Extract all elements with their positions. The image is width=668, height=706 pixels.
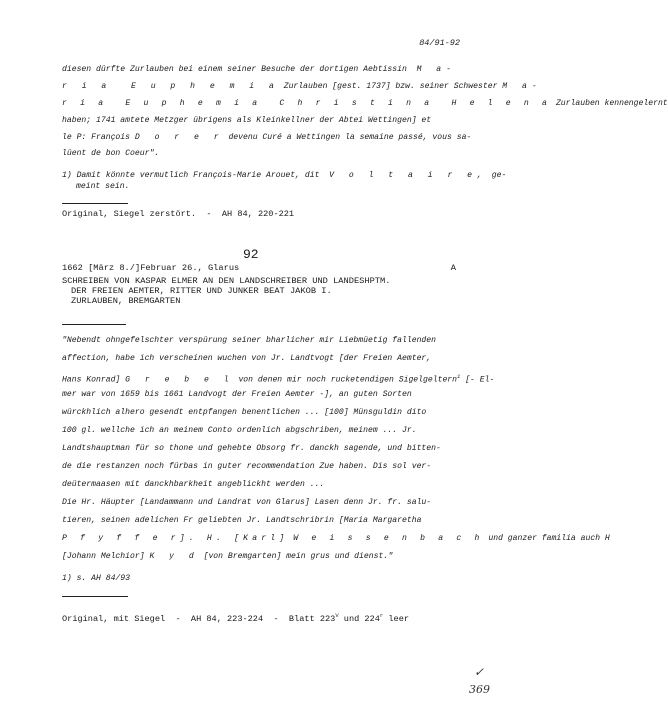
document-title: ZURLAUBEN, BREMGARTEN <box>71 296 181 306</box>
text: 1) Damit könnte vermutlich François-Marie Arouet, dit <box>62 171 320 180</box>
prev-text-line: lüent de bon Coeur". <box>62 149 160 158</box>
spaced-name: P f y f f e r]. H. [Karl] <box>62 534 289 543</box>
prev-text-line: haben; 1741 amtete Metzger übrigens als Kleinkellner der Abtei Wettingen] et <box>62 116 432 125</box>
prev-text-line <box>62 98 668 109</box>
text: Zurlauben kennengelernt <box>555 99 668 108</box>
prev-text-line <box>62 132 471 143</box>
text: devenu Curé a Wettingen la semaine passé, vous sa- <box>228 133 472 142</box>
class-letter: A <box>450 263 456 273</box>
spaced-name: M a- <box>502 82 542 91</box>
superscript: V <box>335 612 339 619</box>
spaced-name: K y d <box>149 552 199 561</box>
original-note: Original, Siegel zerstört. - AH 84, 220-221 <box>62 209 295 219</box>
footnote-marker: 1 <box>457 373 461 380</box>
document-title: DER FREIEN AEMTER, RITTER UND JUNKER BEAT JAKOB I. <box>71 286 332 296</box>
footnote-line: meint sein. <box>76 182 130 191</box>
spaced-name: G r e b e l <box>125 375 234 385</box>
prev-text-line <box>62 81 542 92</box>
text: und ganzer familia auch H <box>488 534 610 543</box>
text: [Johann Melchior] <box>62 552 145 561</box>
body-line: 100 gl. wellche ich an meinem Conto ordenlich abgschriben, meinem ... Jr. <box>62 426 417 435</box>
body-line <box>62 551 393 562</box>
text: Zurlauben [gest. 1737] bzw. seiner Schwester <box>283 82 498 91</box>
body-line <box>62 371 494 386</box>
body-line: deütermaasen mit danckhbarkheit angeblickht werden ... <box>62 480 325 489</box>
text: ge- <box>491 171 507 180</box>
superscript: r <box>379 612 384 619</box>
body-line: würckhlich alhero gesendt entpfangen benentlichen ... [100] Münsguldin dito <box>62 408 427 417</box>
body-line: Die Hr. Häupter [Landammann und Landrat von Glarus] Lasen denn Jr. fr. salu- <box>62 498 432 507</box>
text: diesen dürfte Zurlauben bei einem seiner Besuche der dortigen Aebtissin <box>62 65 407 74</box>
separator-rule <box>62 324 126 325</box>
text: und 224 <box>338 613 380 624</box>
text: le P: François <box>62 133 130 142</box>
text: leer <box>383 613 410 624</box>
footnote-line: 1) s. AH 84/93 <box>62 574 130 583</box>
body-line: tieren, seinen adelichen Fr geliebten Jr. Landtschribrin [Maria Margaretha <box>62 516 422 525</box>
body-line: "Nebendt ohngefelschter verspürung seiner bharlicher mir Liebmüetig fallenden <box>62 336 436 345</box>
body-line <box>62 533 610 544</box>
page-reference: 84/91-92 <box>419 38 460 48</box>
separator-rule <box>62 596 128 597</box>
text: von denen mir noch rucketendigen Sigelgeltern <box>238 375 458 385</box>
separator-rule <box>62 203 128 204</box>
original-note <box>62 610 409 625</box>
spaced-name: r i a E u p h e m i a <box>62 82 279 91</box>
text: [von Bremgarten] mein grus und dienst." <box>203 552 394 561</box>
handwritten-checkmark: ✓ <box>473 665 484 679</box>
spaced-name: M a- <box>416 65 457 74</box>
spaced-name: W e i s s e n b a c h <box>293 534 484 543</box>
text: Hans Konrad] <box>62 375 121 385</box>
handwritten-folio-number: 369 <box>469 683 490 696</box>
body-line: affection, habe ich verscheinen wuchen von Jr. Landtvogt [der Freien Aemter, <box>62 354 432 363</box>
document-number: 92 <box>243 247 259 262</box>
body-line: Landtshauptman für so thone und gehebte Obsorg fr. danckh sagende, und bitten- <box>62 444 441 453</box>
document-header <box>62 263 462 306</box>
body-line: de die restanzen noch fürbas in guter recommendation Zue haben. Dis sol ver- <box>62 462 432 471</box>
document-title: SCHREIBEN VON KASPAR ELMER AN DEN LANDSCHREIBER UND LANDESHPTM. <box>62 276 391 286</box>
footnote-line <box>62 170 506 181</box>
spaced-name: r i a E u p h e m i a C h r i s t i n a H e l e n a <box>62 99 552 108</box>
prev-text-line <box>62 64 456 75</box>
text: Original, mit Siegel - AH 84, 223-224 - Blatt 223 <box>62 613 336 624</box>
spaced-name: D o r e r <box>134 133 224 142</box>
body-line: mer war von 1659 bis 1661 Landvogt der Freien Aemter -], an guten Sorten <box>62 390 412 399</box>
text: [- El- <box>465 375 495 385</box>
date-place: 1662 [März 8./]Februar 26., Glarus <box>62 263 240 273</box>
spaced-name: V o l t a i r e, <box>329 171 487 180</box>
